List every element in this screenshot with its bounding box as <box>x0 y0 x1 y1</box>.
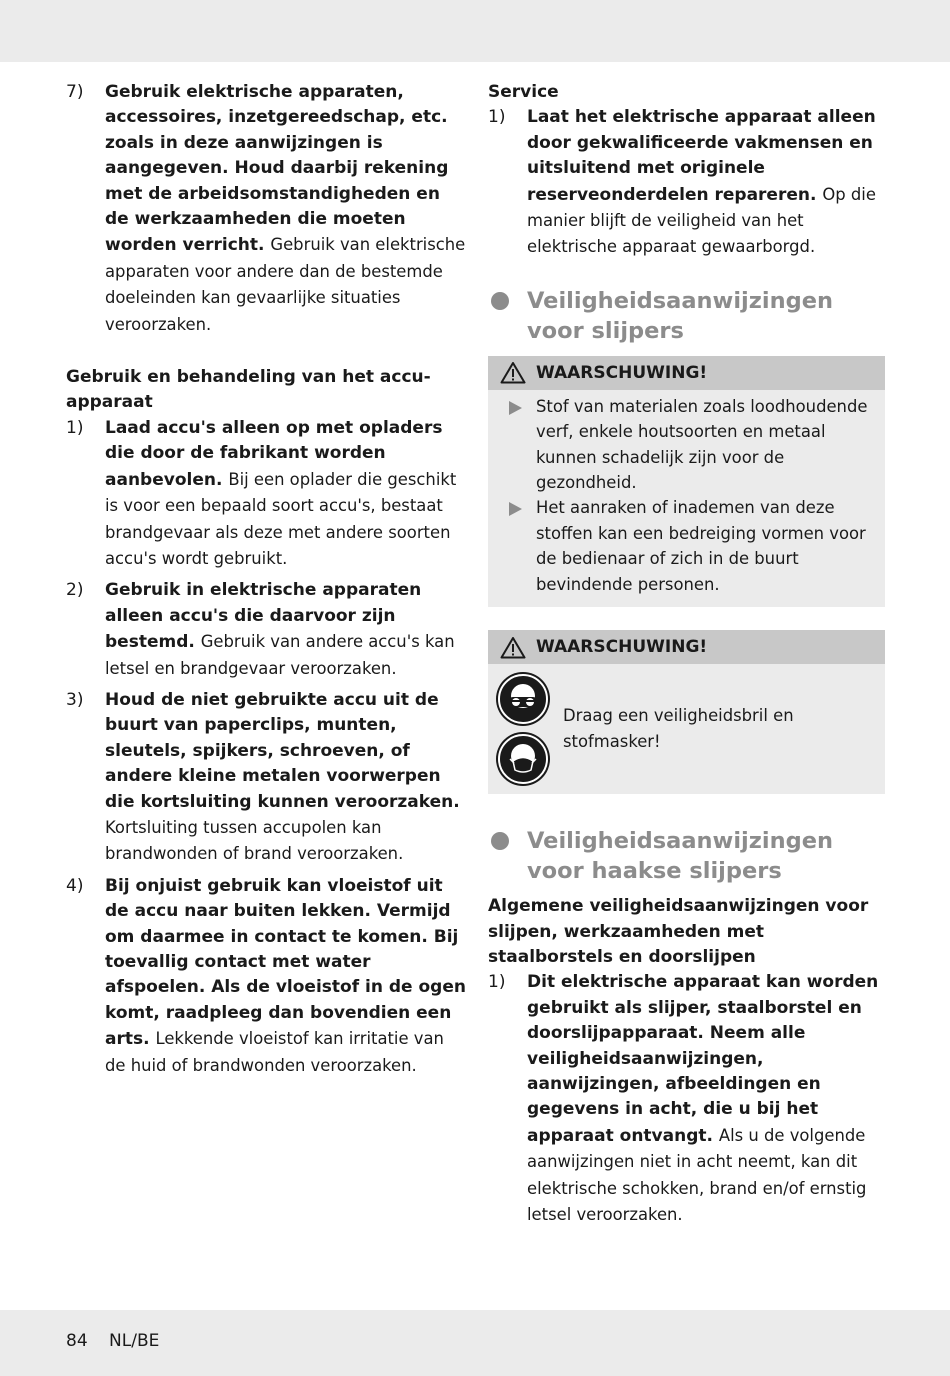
item-normal-text: Gebruik van andere accu's kan letsel en brandgevaar veroorzaken. <box>105 632 455 678</box>
warning-list-item <box>498 495 875 597</box>
item-bold-text: Gebruik in elektrische apparaten alleen accu's die daarvoor zijn bestemd. <box>105 580 422 653</box>
accu-section-heading: Gebruik en behandeling van het accu-apparaat <box>66 367 431 413</box>
warning-title-bar <box>488 630 885 664</box>
warning-item-text: Het aanraken of inademen van deze stoffen kan een bedreiging vormen voor de bedienaar of zich in de buurt bevindende personen. <box>536 498 866 594</box>
list-item <box>66 416 466 572</box>
warning-triangle-icon <box>500 361 526 384</box>
item-bold-text: Laad accu's alleen op met opladers die door de fabrikant worden aanbevolen. <box>105 417 443 490</box>
page-number: 84 <box>66 1331 88 1351</box>
item-number: 1) <box>488 972 506 993</box>
bullet-dot-icon <box>491 832 509 850</box>
page-footer <box>66 1331 175 1351</box>
item-normal-text: Bij een oplader die geschikt is voor een bepaald soort accu's, bestaat brandgevaar als deze met andere soorten accu's wordt gebruikt. <box>105 469 457 568</box>
item-number: 1) <box>66 417 84 438</box>
list-item <box>66 688 466 868</box>
item-number: 2) <box>66 580 84 601</box>
warning-title-bar <box>488 356 885 390</box>
right-column <box>488 80 885 1228</box>
item-bold-text: Laat het elektrische apparaat alleen door gekwalificeerde vakmensen en uitsluitend met originele reserveonderdelen repareren. <box>527 107 876 205</box>
list-item <box>66 578 466 682</box>
dust-mask-icon <box>496 732 550 786</box>
item-normal-text: Lekkende vloeistof kan irritatie van de huid of brandwonden veroorzaken. <box>105 1029 444 1075</box>
item-normal-text: Kortsluiting tussen accupolen kan brandwonden of brand veroorzaken. <box>105 817 404 864</box>
warning-title-text: WAARSCHUWING! <box>536 637 708 658</box>
item-number: 1) <box>488 107 506 128</box>
item-number: 4) <box>66 875 84 896</box>
item-normal-text: Gebruik van elektrische apparaten voor andere dan de bestemde doeleinden kan gevaarlijke situaties veroorzaken. <box>105 235 466 334</box>
item-bold-text: Houd de niet gebruikte accu uit de buurt van paperclips, munten, sleutels, spijkers, schroeven, of andere kleine metalen voorwerpen die kortsluiting kunnen veroorzaken. <box>105 689 460 812</box>
item-number: 3) <box>66 689 84 710</box>
warning-box-dust <box>488 356 885 607</box>
item-bold-text: Dit elektrische apparaat kan worden gebruikt als slijper, staalborstel en doorslijpapparaat. Neem alle veiligheidsaanwijzingen, aanwijzingen, afbeeldingen en gegevens in acht, die u bij het apparaat ontvangt. <box>527 972 879 1146</box>
ppe-instruction-text: Draag een veiligheidsbril en stofmasker! <box>563 706 794 751</box>
list-item <box>488 105 885 260</box>
warning-list <box>488 390 885 607</box>
locale-label: NL/BE <box>109 1331 160 1351</box>
list-item <box>66 874 466 1079</box>
warning-box-ppe <box>488 630 885 794</box>
item-bold-text: Bij onjuist gebruik kan vloeistof uit de accu naar buiten lekken. Vermijd om daarmee in contact te komen. Bij toevallig contact met water afspoelen. Als de vloeistof in de ogen komt, raadpleeg dan bovendien een arts. <box>105 875 466 1050</box>
warning-title-text: WAARSCHUWING! <box>536 362 708 383</box>
left-column <box>66 80 466 1079</box>
section-heading-text: Veiligheidsaanwijzingen voor slijpers <box>527 287 833 344</box>
section-heading-slijpers <box>488 286 885 346</box>
warning-triangle-icon <box>500 636 526 659</box>
section-heading-text: Veiligheidsaanwijzingen voor haakse slijpers <box>527 828 833 885</box>
bullet-dot-icon <box>491 292 509 310</box>
ppe-content <box>488 664 885 794</box>
warning-item-text: Stof van materialen zoals loodhoudende verf, enkele houtsoorten en metaal kunnen schadelijk zijn voor de gezondheid. <box>536 396 868 493</box>
arrow-right-icon <box>509 401 522 415</box>
warning-list-item <box>498 394 875 496</box>
general-safety-heading: Algemene veiligheidsaanwijzingen voor slijpen, werkzaamheden met staalborstels en doorslijpen <box>488 896 869 967</box>
arrow-right-icon <box>509 502 522 516</box>
item-normal-text: Als u de volgende aanwijzingen niet in acht neemt, kan dit elektrische schokken, brand en/of ernstig letsel veroorzaken. <box>527 1125 867 1224</box>
item-normal-text: Op die manier blijft de veiligheid van het elektrische apparaat gewaarborgd. <box>527 184 876 257</box>
section-heading-haakse-slijpers <box>488 826 885 886</box>
list-item <box>66 80 466 338</box>
item-number: 7) <box>66 82 84 102</box>
item-bold-text: Gebruik elektrische apparaten, accessoires, inzetgereedschap, etc. zoals in deze aanwijzingen is aangegeven. Houd daarbij rekening met de arbeidsomstandigheden en de werkzaamheden die moeten worden verricht. <box>105 82 449 256</box>
service-heading: Service <box>488 82 559 102</box>
list-item <box>488 970 885 1228</box>
page-header-band <box>0 0 950 62</box>
safety-goggles-icon <box>496 672 550 726</box>
